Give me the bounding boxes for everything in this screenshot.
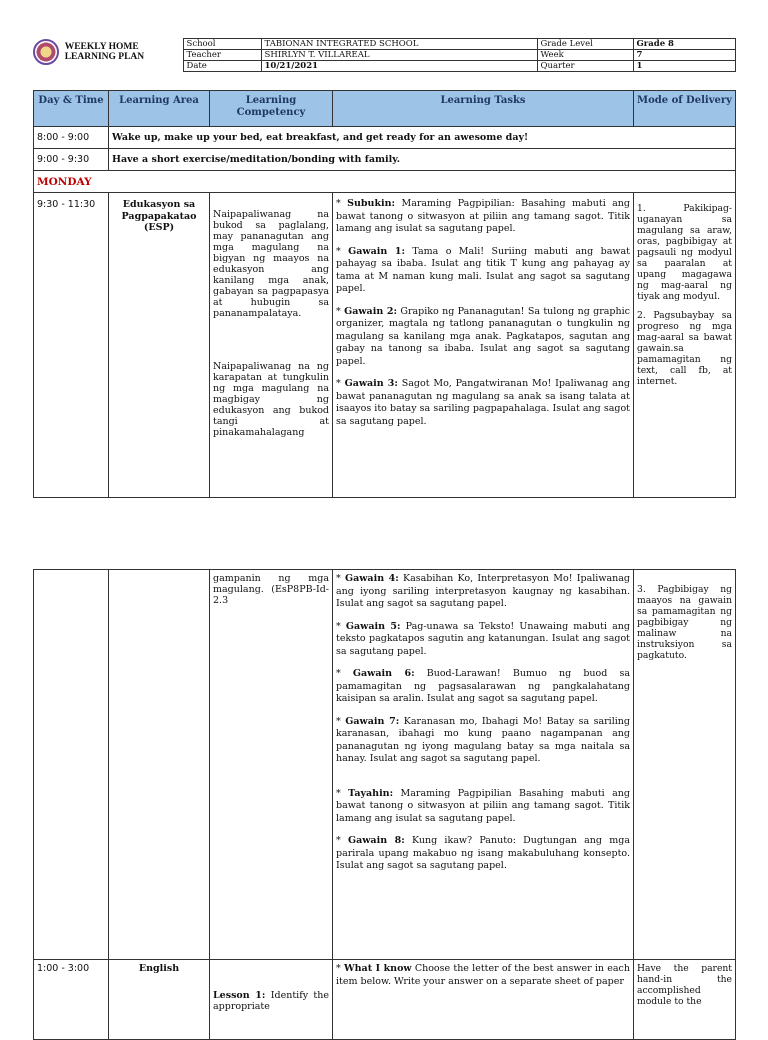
week-label: Week (537, 50, 633, 61)
grade-value: Grade 8 (633, 39, 735, 50)
task-item: * Gawain 3: Sagot Mo, Pangatwiranan Mo! Ipaliwanag ang bawat pananagutan ng magulang sa anak sa isang talata at isaayos ito batay sa sariling pagpapahalaga. Isulat ang sagot sa sagutang papel. (336, 378, 631, 427)
learning-area: Edukasyon sa Pagpapakatao (ESP) (109, 193, 210, 498)
row-activity: Wake up, make up your bed, eat breakfast, and get ready for an awesome day! (109, 127, 736, 149)
task-item: * Gawain 5: Pag-unawa sa Teksto! Unawaing mabuti ang teksto pagkatapos sagutin ang katanungan. Isulat ang sagot sa sagutang papel. (336, 620, 630, 657)
plan-title: WEEKLY HOME LEARNING PLAN (64, 41, 145, 62)
learning-tasks (333, 960, 634, 1040)
col-learning-area: Learning Area (109, 91, 210, 127)
learning-area (109, 570, 210, 960)
learning-area: English (109, 960, 210, 1040)
school-value: TABIONAN INTEGRATED SCHOOL (261, 39, 537, 50)
day-label: MONDAY (34, 171, 736, 193)
weekly-plan-table (33, 90, 736, 498)
row-time: 9:00 - 9:30 (34, 149, 109, 171)
col-learning-competency: Learning Competency (210, 91, 333, 127)
row-time (34, 570, 109, 960)
col-day-time: Day & Time (34, 91, 109, 127)
task-item: * Gawain 2: Grapiko ng Pananagutan! Sa tulong ng graphic organizer, magtala ng tatlong pananagutan o tungkulin ng magulang sa kanilang mga anak. Pagkatapos, sagutan ang gabay na tanong sa ibaba. Isulat ang sagot sa sagutang papel. (336, 305, 630, 367)
learning-tasks (333, 570, 634, 960)
teacher-value: SHIRLYN T. VILLAREAL (261, 50, 537, 61)
row-time: 1:00 - 3:00 (34, 960, 109, 1040)
weekly-plan-table-continued (33, 569, 736, 1040)
task-item: * Tayahin: Maraming Pagpipilian Basahing mabuti ang bawat tanong o sitwasyon at piliin ang tamang sagot. Titik lamang ang isulat sa sagutang papel. (336, 787, 630, 824)
learning-competency: Lesson 1: Identify the appropriate (210, 960, 333, 1040)
task-item: * Subukin: Maraming Pagpipilian: Basahing mabuti ang bawat tanong o sitwasyon at piliin ang tamang sagot. Titik lamang ang isulat sa sagutang papel. (336, 198, 630, 234)
week-value: 7 (633, 50, 735, 61)
row-activity: Have a short exercise/meditation/bonding with family. (109, 149, 736, 171)
task-item: * Gawain 4: Kasabihan Ko, Interpretasyon Mo! Ipaliwanag ang iyong sariling interpretasyon kaugnay ng kasabihan. Isulat ang sagot sa sagutang papel. (336, 573, 630, 609)
deped-seal-icon (33, 39, 59, 65)
learning-tasks (333, 193, 634, 498)
row-time: 9:30 - 11:30 (34, 193, 109, 498)
date-value: 10/21/2021 (261, 61, 537, 72)
header-table (33, 38, 736, 72)
mode-of-delivery: 1. Pakikipag-uganayan sa magulang sa araw, oras, pagbibigay at pagsauli ng modyul sa paaralan at upang magagawa ng mag-aaral ng tiyak ang modyul. 2. Pagsubaybay sa progreso ng mga mag-aaral sa bawat gawain.sa pamamagitan ng text, call fb, at internet. (634, 193, 736, 498)
header-brand (33, 39, 183, 72)
mode-of-delivery: Have the parent hand-in the accomplished module to the (634, 960, 736, 1040)
task-item: * What I know Choose the letter of the best answer in each item below. Write your answer on a separate sheet of paper (336, 963, 630, 987)
col-learning-tasks: Learning Tasks (333, 91, 634, 127)
teacher-label: Teacher (183, 50, 261, 61)
learning-competency: gampanin ng mga magulang. (EsP8PB-Id-2.3 (210, 570, 333, 960)
mode-of-delivery: 3. Pagbibigay ng maayos na gawain sa pamamagitan ng pagbibigay ng malinaw na instruksiyon sa pagkatuto. (634, 570, 736, 960)
row-time: 8:00 - 9:00 (34, 127, 109, 149)
task-item: * Gawain 1: Tama o Mali! Suriing mabuti ang bawat pahayag sa ibaba. Isulat ang titik T kung ang pahayag ay tama at M naman kung mali. Isulat ang sagot sa sagutang papel. (336, 245, 630, 294)
school-label: School (183, 39, 261, 50)
task-item: * Gawain 8: Kung ikaw? Panuto: Dugtungan ang mga parirala upang makabuo ng isang makabuluhang konsepto. Isulat ang sagot sa sagutang papel. (336, 835, 630, 871)
task-item: * Gawain 7: Karanasan mo, Ibahagi Mo! Batay sa sariling karanasan, ibahagi mo kung paano nagampanan ang pananagutan ng iyong magulang batay sa mga naitala sa hanay. Isulat ang sagot sa sagutang papel. (336, 715, 630, 764)
col-mode-delivery: Mode of Delivery (634, 91, 736, 127)
task-item: * Gawain 6: Buod-Larawan! Bumuo ng buod sa pamamagitan ng pagsasalarawan ng pangkalahatang kaisipan sa aralin. Isulat ang sagot sa sagutang papel. (336, 668, 630, 704)
quarter-value: 1 (633, 61, 735, 72)
grade-label: Grade Level (537, 39, 633, 50)
learning-competency: Naipapaliwanag na bukod sa paglalang, may pananagutan ang mga magulang na bigyan ng maayos na edukasyon ang kanilang mga anak, gabayan sa pagpapasya at hubugin sa pananampalataya. Naipapaliwanag na ng karapatan at tungkulin ng mga magulang na magbigay ng edukasyon ang bukod tangi at pinakamahalagang (210, 193, 333, 498)
quarter-label: Quarter (537, 61, 633, 72)
date-label: Date (183, 61, 261, 72)
